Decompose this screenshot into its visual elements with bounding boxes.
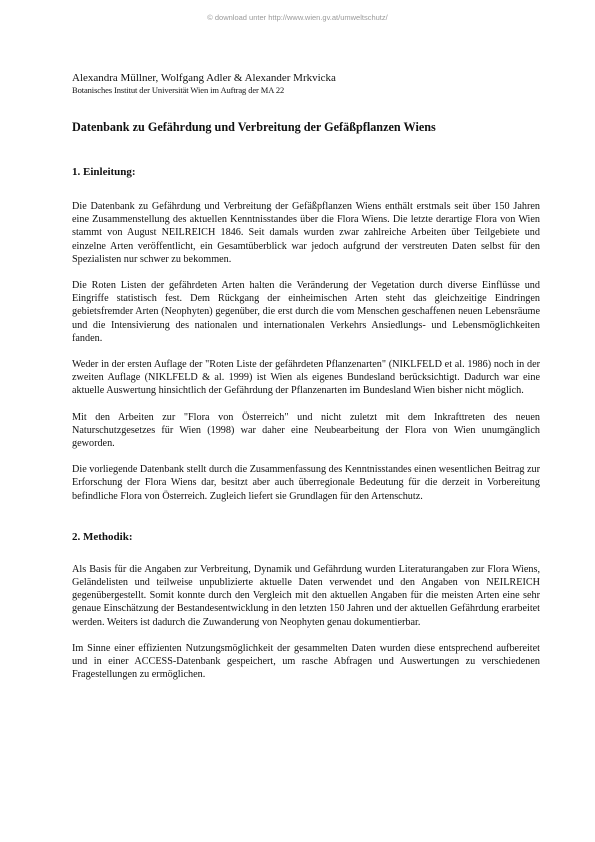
download-watermark: © download unter http://www.wien.gv.at/umweltschutz/	[207, 13, 388, 22]
section-heading-methodik: 2. Methodik:	[72, 530, 133, 543]
affiliation: Botanisches Institut der Universität Wien im Auftrag der MA 22	[72, 85, 285, 95]
paragraph: Die Roten Listen der gefährdeten Arten halten die Veränderung der Vegetation durch diverse Einflüsse und Eingriffe statistisch fest. Dem Rückgang der einheimischen Arten steht das gleichzeitige Eindringen gebietsfremder Arten (Neophyten) gegenüber, die erst durch die vom Menschen geschaffenen neuen Lebensräume und die Intensivierung des nationalen und internationalen Verkehrs Ansiedlungs- und Lebensmöglichkeiten fanden.	[72, 280, 540, 344]
document-title: Datenbank zu Gefährdung und Verbreitung der Gefäßpflanzen Wiens	[72, 120, 436, 134]
paragraph: Als Basis für die Angaben zur Verbreitung, Dynamik und Gefährdung wurden Literaturangaben zur Flora Wiens, Geländelisten und teilweise unpublizierte aktuelle Daten verwendet und den Angaben von NEILREICH gegenübergestellt. Somit konnte durch den Vergleich mit den aktuellen Angaben für die meisten Arten eine sehr genaue Einschätzung der Bestandesentwicklung in den letzten 150 Jahren und der aktuellen Gefährdung erarbeitet werden. Weiters ist dadurch die Zuwanderung von Neophyten genau dokumentierbar.	[72, 563, 540, 628]
paragraph: Im Sinne einer effizienten Nutzungsmöglichkeit der gesammelten Daten wurden diese entsprechend aufbereitet und in einer ACCESS-Datenbank gespeichert, um rasche Abfragen und Auswertungen zu verschiedenen Fragestellungen zu ermöglichen.	[72, 642, 540, 681]
section-heading-einleitung: 1. Einleitung:	[72, 166, 136, 178]
author-list: Alexandra Müllner, Wolfgang Adler & Alexander Mrkvicka	[72, 72, 336, 84]
paragraph: Die Datenbank zu Gefährdung und Verbreitung der Gefäßpflanzen Wiens enthält erstmals seit über 150 Jahren eine Zusammenstellung des aktuellen Kenntnisstandes über die Flora Wiens. Die letzte derartige Flora von Wien stammt von August NEILREICH 1846. Seit damals wurden zwar zahlreiche Arbeiten über Teilgebiete und einzelne Arten veröffentlicht, ein Gesamtüberblick war jedoch aufgrund der verstreuten Daten selbst für den Spezialisten nur schwer zu bekommen.	[72, 201, 540, 265]
paragraph: Weder in der ersten Auflage der "Roten Liste der gefährdeten Pflanzenarten" (NIKLFELD et al. 1986) noch in der zweiten Auflage (NIKLFELD & al. 1999) ist Wien als eigenes Bundesland berücksichtigt. Dadurch war eine aktuelle Auswertung hinsichtlich der Gefährdung der Pflanzenarten im Bundesland Wien bisher nicht möglich.	[72, 359, 540, 397]
paragraph: Die vorliegende Datenbank stellt durch die Zusammenfassung des Kenntnisstandes einen wesentlichen Beitrag zur Erforschung der Flora Wiens dar, besitzt aber auch überregionale Bedeutung für die derzeit in Vorbereitung befindliche Flora von Österreich. Zugleich liefert sie Grundlagen für den Artenschutz.	[72, 464, 540, 502]
document-page	[72, 72, 540, 681]
paragraph: Mit den Arbeiten zur "Flora von Österreich" und nicht zuletzt mit dem Inkrafttreten des neuen Naturschutzgesetzes für Wien (1998) war daher eine Neubearbeitung der Flora von Wien unumgänglich geworden.	[72, 411, 540, 450]
